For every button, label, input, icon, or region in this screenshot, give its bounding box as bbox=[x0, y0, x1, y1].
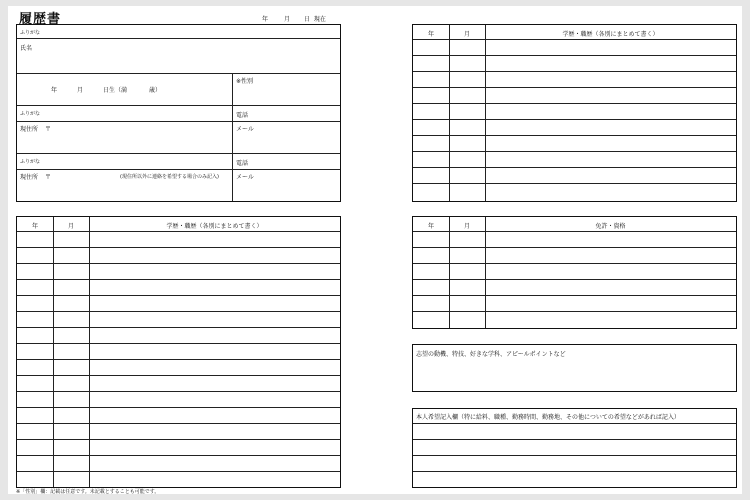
birth-age-label: 歳） bbox=[149, 87, 162, 94]
history-right-content-header: 学歴・職歴（各別にまとめて書く） bbox=[562, 31, 659, 38]
table-row-line bbox=[17, 247, 340, 248]
birth-day-label: 日生（満 bbox=[103, 87, 128, 94]
document-title: 履歴書 bbox=[19, 12, 62, 27]
table-row-line bbox=[413, 71, 736, 72]
address-label: 現住所 bbox=[20, 126, 39, 133]
table-row-line bbox=[413, 55, 736, 56]
table-row-line bbox=[17, 423, 340, 424]
table-row-line bbox=[413, 151, 736, 152]
history-right-month-header: 月 bbox=[463, 31, 470, 38]
history-left-month-header: 月 bbox=[67, 223, 74, 230]
gender-label: ※性別 bbox=[236, 78, 254, 85]
footnote: ※「性別」欄：記載は任意です。未記載とすることも可能です。 bbox=[16, 489, 160, 495]
birth-year-label: 年 bbox=[51, 87, 58, 94]
history-left-content-header: 学歴・職歴（各別にまとめて書く） bbox=[166, 223, 263, 230]
table-row-line bbox=[413, 135, 736, 136]
table-row-line bbox=[17, 471, 340, 472]
table-row-line bbox=[17, 391, 340, 392]
history-left-year-header: 年 bbox=[31, 223, 38, 230]
motivation-box bbox=[412, 344, 737, 392]
mail-label: メール bbox=[236, 126, 254, 133]
date-month: 月 bbox=[283, 16, 290, 23]
table-row-line bbox=[413, 247, 736, 248]
table-row-line bbox=[413, 183, 736, 184]
contact-mail-label: メール bbox=[236, 174, 254, 181]
request-label: 本人希望記入欄（特に給料、職種、勤務時間、勤務地、その他についての希望などがあれば記入） bbox=[416, 414, 680, 421]
motivation-label: 志望の動機、特技、好きな学科、アピールポイントなど bbox=[416, 351, 566, 358]
table-row-line bbox=[413, 231, 736, 232]
name-label: 氏名 bbox=[20, 45, 33, 52]
table-row-line bbox=[413, 87, 736, 88]
table-row-line bbox=[17, 311, 340, 312]
postal-mark-contact: 〒 bbox=[45, 174, 52, 181]
table-row-line bbox=[17, 375, 340, 376]
table-row-line bbox=[413, 167, 736, 168]
birth-month-label: 月 bbox=[77, 87, 84, 94]
date-day: 日 bbox=[303, 16, 310, 23]
furigana-address-label: ふりがな bbox=[20, 111, 41, 117]
table-row-line bbox=[413, 103, 736, 104]
table-row-line bbox=[17, 359, 340, 360]
licenses-content-header: 免許・資格 bbox=[595, 223, 626, 230]
table-row-line bbox=[17, 279, 340, 280]
furigana-contact-label: ふりがな bbox=[20, 159, 41, 165]
table-row-line bbox=[413, 39, 736, 40]
table-row-line bbox=[17, 263, 340, 264]
table-row-line bbox=[413, 311, 736, 312]
date-line bbox=[262, 14, 326, 23]
table-row-line bbox=[413, 119, 736, 120]
contact-phone-label: 電話 bbox=[236, 160, 249, 167]
history-right-year-header: 年 bbox=[427, 31, 434, 38]
contact-address-label: 現住所 bbox=[20, 174, 39, 181]
history-table-left bbox=[16, 216, 341, 488]
licenses-year-header: 年 bbox=[427, 223, 434, 230]
table-row-line bbox=[17, 455, 340, 456]
table-row-line bbox=[17, 231, 340, 232]
table-row-line bbox=[17, 439, 340, 440]
postal-mark: 〒 bbox=[45, 126, 52, 133]
history-table-right bbox=[412, 24, 737, 202]
table-row-line bbox=[413, 295, 736, 296]
furigana-label: ふりがな bbox=[20, 30, 41, 36]
date-year: 年 bbox=[262, 16, 269, 23]
contact-note: (現住所以外に連絡を希望する場合のみ記入) bbox=[120, 174, 219, 180]
phone-label: 電話 bbox=[236, 112, 249, 119]
table-row-line bbox=[17, 343, 340, 344]
personal-info-box bbox=[16, 24, 341, 202]
licenses-table bbox=[412, 216, 737, 329]
table-row-line bbox=[413, 263, 736, 264]
table-row-line bbox=[17, 327, 340, 328]
licenses-month-header: 月 bbox=[463, 223, 470, 230]
date-now: 現在 bbox=[313, 16, 326, 23]
request-box bbox=[412, 408, 737, 488]
table-row-line bbox=[17, 295, 340, 296]
table-row-line bbox=[17, 407, 340, 408]
table-row-line bbox=[413, 279, 736, 280]
